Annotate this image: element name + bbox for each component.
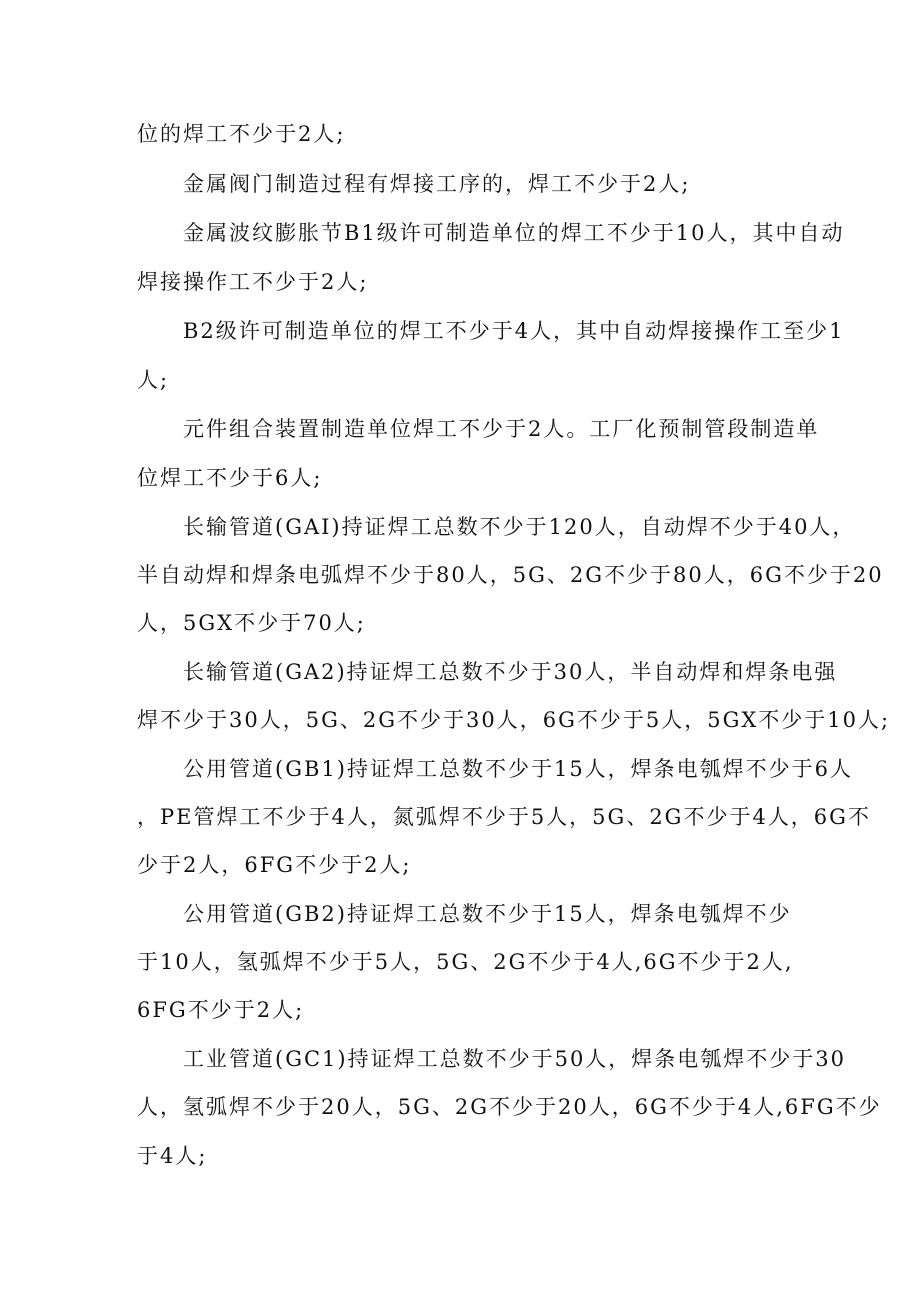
text-line-9: 长输管道(GAI)持证焊工总数不少于120人，自动焊不少于40人， bbox=[183, 515, 856, 539]
text-line-22: 于4人; bbox=[137, 1144, 208, 1168]
text-line-4: 焊接操作工不少于2人; bbox=[137, 270, 369, 294]
text-line-10: 半自动焊和焊条电弧焊不少于80人，5G、2G不少于80人，6G不少于20 bbox=[137, 563, 884, 587]
text-line-5: B2级许可制造单位的焊工不少于4人，其中自动焊接操作工至少1 bbox=[183, 319, 845, 343]
text-line-15: ，PE管焊工不少于4人，氮弧焊不少于5人，5G、2G不少于4人，6G不 bbox=[137, 805, 871, 829]
text-line-14: 公用管道(GB1)持证焊工总数不少于15人，焊条电瓠焊不少于6人 bbox=[183, 757, 854, 781]
text-line-21: 人，氢弧焊不少于20人，5G、2G不少于20人，6G不少于4人,6FG不少 bbox=[137, 1095, 882, 1119]
text-line-6: 人; bbox=[137, 368, 170, 392]
text-line-8: 位焊工不少于6人; bbox=[137, 466, 323, 490]
text-line-13: 焊不少于30人，5G、2G不少于30人，6G不少于5人，5GX不少于10人; bbox=[137, 708, 891, 732]
text-line-1: 位的焊工不少于2人; bbox=[137, 122, 346, 146]
text-line-19: 6FG不少于2人; bbox=[137, 998, 305, 1022]
text-line-20: 工业管道(GC1)持证焊工总数不少于50人，焊条电瓠焊不少于30 bbox=[183, 1047, 847, 1071]
text-line-12: 长输管道(GA2)持证焊工总数不少于30人，半自动焊和焊条电强 bbox=[183, 660, 838, 684]
text-line-2: 金属阀门制造过程有焊接工序的，焊工不少于2人; bbox=[183, 172, 691, 196]
text-line-7: 元件组合装置制造单位焊工不少于2人。工厂化预制管段制造单 bbox=[183, 417, 820, 441]
text-line-16: 少于2人，6FG不少于2人; bbox=[137, 853, 412, 877]
text-line-18: 于10人，氢弧焊不少于5人，5G、2G不少于4人,6G不少于2人, bbox=[137, 950, 794, 974]
text-line-17: 公用管道(GB2)持证焊工总数不少于15人，焊条电瓠焊不少 bbox=[183, 902, 792, 926]
text-line-3: 金属波纹膨胀节B1级许可制造单位的焊工不少于10人，其中自动 bbox=[183, 221, 845, 245]
text-line-11: 人，5GX不少于70人; bbox=[137, 611, 366, 635]
